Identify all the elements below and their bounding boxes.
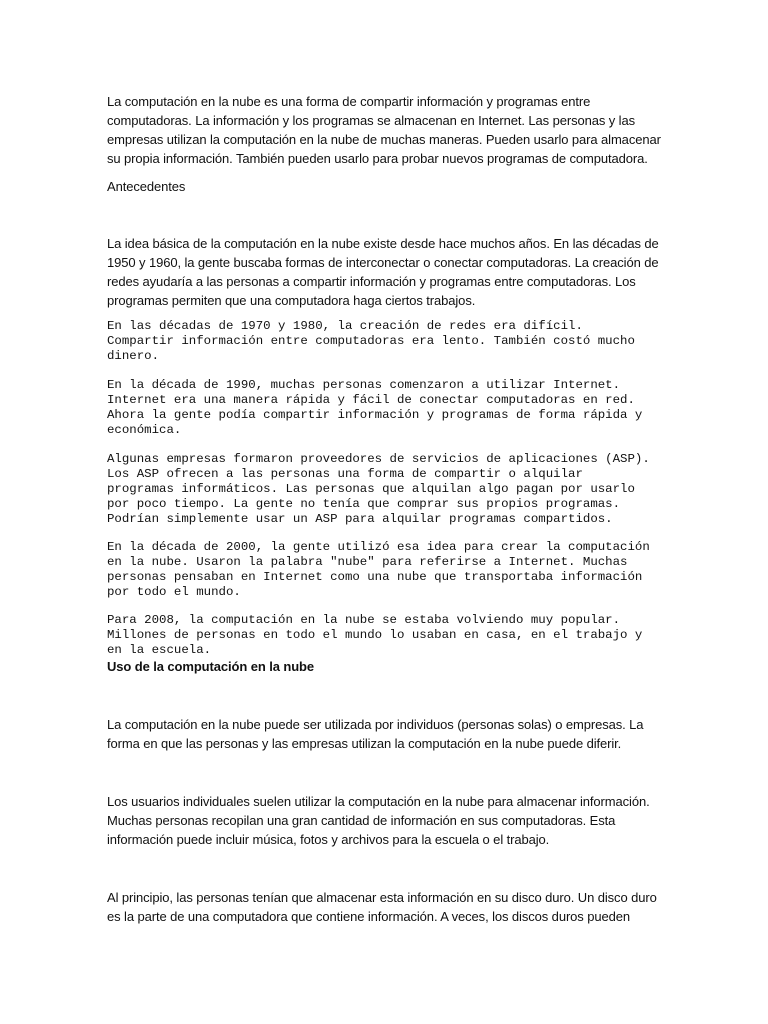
paragraph-intro: La computación en la nube es una forma de compartir información y programas entre computadoras. La información y los programas se almacenan en Internet. Las personas y las empresas utilizan la computación en la nube de muchas maneras. Pueden usarlo para almacenar su propia información. También pueden usarlo para probar nuevos programas de computadora. bbox=[107, 94, 661, 166]
heading-antecedentes: Antecedentes bbox=[107, 179, 186, 194]
paragraph-uso-individuos: La computación en la nube puede ser utilizada por individuos (personas solas) o empresas. La forma en que las personas y las empresas utilizan la computación en la nube puede diferir. bbox=[107, 717, 644, 751]
paragraph-idea-basica: La idea básica de la computación en la nube existe desde hace muchos años. En las décadas de 1950 y 1960, la gente buscaba formas de interconectar o conectar computadoras. La creación de redes ayudaría a las personas a compartir información y programas entre computadoras. Los programas permiten que una computadora haga ciertos trabajos. bbox=[107, 236, 659, 308]
heading-uso: Uso de la computación en la nube bbox=[107, 659, 315, 674]
mono-paragraph-2008: Para 2008, la computación en la nube se estaba volviendo muy popular. Millones de personas en todo el mundo lo usaban en casa, en el trabajo y en la escuela. bbox=[107, 613, 643, 657]
paragraph-usuarios-individuales: Los usuarios individuales suelen utilizar la computación en la nube para almacenar información. Muchas personas recopilan una gran cantidad de información en sus computadoras. Esta información puede incluir música, fotos y archivos para la escuela o el trabajo. bbox=[107, 794, 650, 847]
mono-paragraph-2000: En la década de 2000, la gente utilizó esa idea para crear la computación en la nube. Usaron la palabra "nube" para referirse a Internet. Muchas personas pensaban en Internet como una nube que transportaba información por todo el mundo. bbox=[107, 540, 650, 599]
mono-paragraph-asp: Algunas empresas formaron proveedores de servicios de aplicaciones (ASP). Los ASP ofrecen a las personas una forma de compartir o alquilar programas informáticos. Las personas que alquilan algo pagan por usarlo por poco tiempo. La gente no tenía que comprar sus propios programas. Podrían simplemente usar un ASP para alquilar programas compartidos. bbox=[107, 452, 650, 526]
paragraph-disco-duro: Al principio, las personas tenían que almacenar esta información en su disco duro. Un disco duro es la parte de una computadora que contiene información. A veces, los discos duros pueden bbox=[107, 890, 657, 924]
mono-paragraph-1970: En las décadas de 1970 y 1980, la creación de redes era difícil. Compartir información entre computadoras era lento. También costó mucho dinero. bbox=[107, 319, 635, 363]
mono-paragraph-1990: En la década de 1990, muchas personas comenzaron a utilizar Internet. Internet era una manera rápida y fácil de conectar computadoras en red. Ahora la gente podía compartir información y programas de forma rápida y económica. bbox=[107, 378, 643, 437]
